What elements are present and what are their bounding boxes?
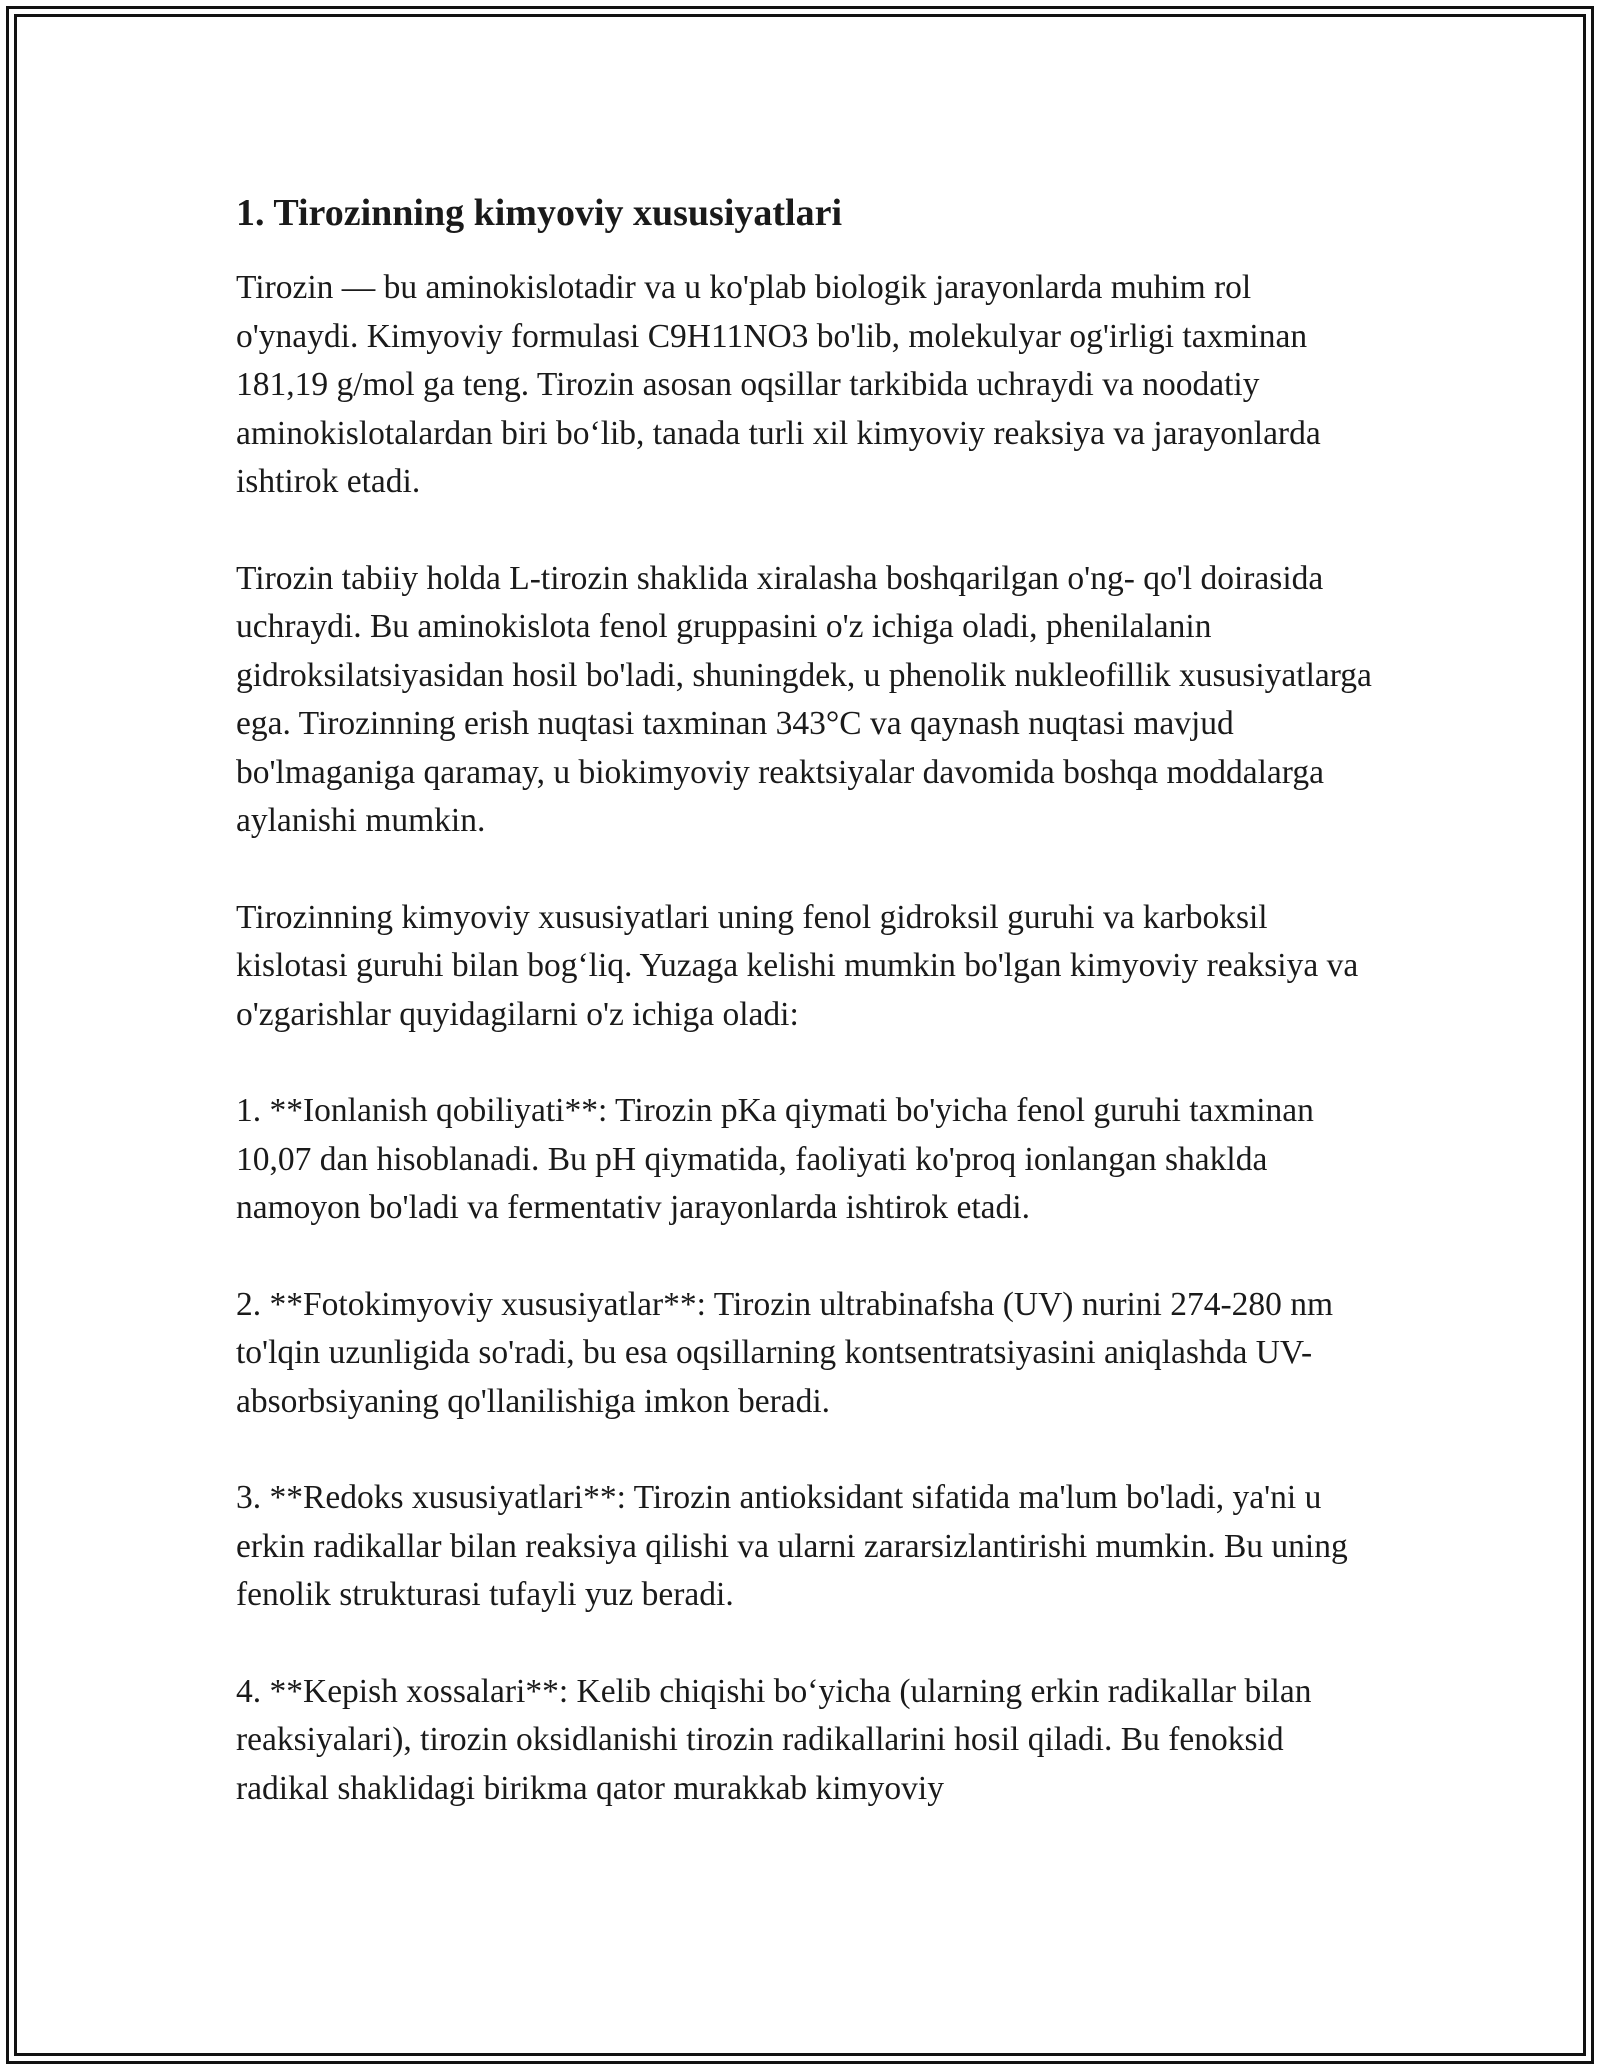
document-body [236, 186, 1376, 1813]
list-item-ionization: 1. **Ionlanish qobiliyati**: Tirozin pKa qiymati bo'yicha fenol guruhi taxminan 10,07 dan hisoblanadi. Bu pH qiymatida, faoliyati ko'proq ionlangan shakldа namoyon bo'ladi va fermentativ jarayonlarda ishtirok etadi. [236, 1092, 1314, 1226]
section-heading: 1. Tirozinning kimyoviy xususiyatlari [236, 192, 843, 234]
list-item-kepish: 4. **Kepish xossalari**: Kelib chiqishi bo‘yicha (ularning erkin radikallar bilan reaksiyalari), tirozin oksidlanishi tirozin radikallarini hosil qiladi. Bu fenoksid radikal shaklidagi birikma qator murakkab kimyoviy [236, 1672, 1312, 1807]
list-item-photochemical: 2. **Fotokimyoviy xususiyatlar**: Tirozin ultrabinafsha (UV) nurini 274-280 nm to'lqin uzunligida so'radi, bu esa oqsillarning kontsentratsiyasini aniqlashda UV-absorbsiyaning qo'llanilishiga imkon beradi. [236, 1285, 1334, 1420]
paragraph-chemical-properties: Tirozinning kimyoviy xususiyatlari uning fenol gidroksil guruhi va karboksil kislotasi guruhi bilan bog‘liq. Yuzaga kelishi mumkin bo'lgan kimyoviy reaksiya va o'zgarishlar quyidagilarni o'z ichiga oladi: [236, 898, 1359, 1033]
paragraph-natural-form: Tirozin tabiiy holda L-tirozin shaklida xiralasha boshqarilgan o'ng- qo'l doirasida uchraydi. Bu aminokislota fenol gruppasini o'z ichiga oladi, phenilalanin gidroksilatsiyasidan hosil bo'ladi, shuningdek, u phenolik nukleofillik xususiyatlarga ega. Tirozinning erish nuqtasi taxminan 343°C va qaynash nuqtasi mavjud bo'lmaganiga qaramay, u biokimyoviy reaktsiyalar davomida boshqa moddalarga aylanishi mumkin. [236, 559, 1372, 839]
paragraph-intro: Tirozin — bu aminokislotadir va u ko'plab biologik jarayonlarda muhim rol o'ynaydi. Kimyoviy formulasi C9H11NO3 bo'lib, molekulyar og'irligi taxminan 181,19 g/mol ga teng. Tirozin asosan oqsillar tarkibida uchraydi va noodatiy aminokislotalardan biri bo‘lib, tanada turli xil kimyoviy reaksiya va jarayonlarda ishtirok etadi. [236, 269, 1321, 500]
list-item-redox: 3. **Redoks xususiyatlari**: Tirozin antioksidant sifatida ma'lum bo'ladi, ya'ni u erkin radikallar bilan reaksiya qilishi va ularni zararsizlantirishi mumkin. Bu uning fenolik strukturasi tufayli yuz beradi. [236, 1479, 1348, 1613]
